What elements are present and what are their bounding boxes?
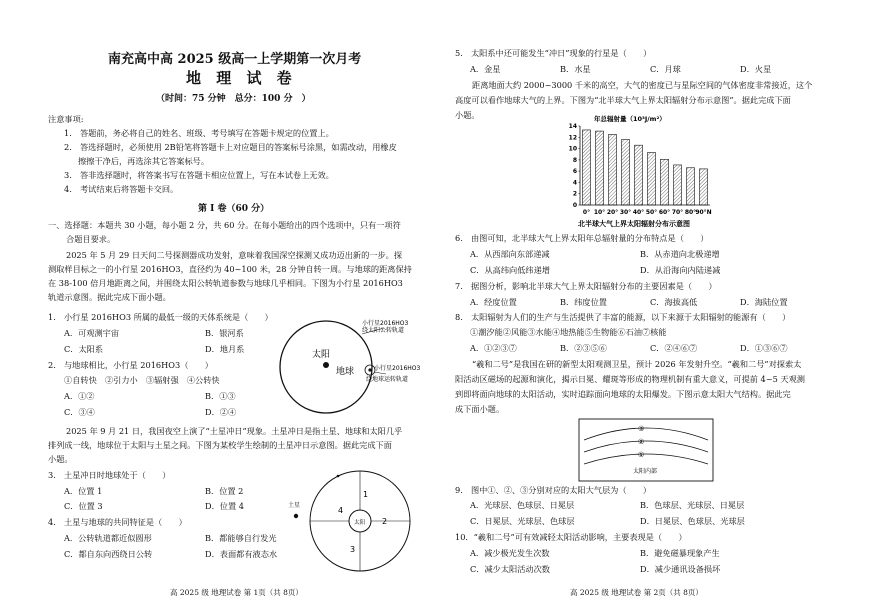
- sun-dot: [323, 362, 329, 368]
- part1-instr-cont: 合题目要求。: [66, 234, 116, 244]
- q10-option-a[interactable]: A．减少极光发生次数: [470, 548, 550, 558]
- q1-option-a[interactable]: A．可观测宇宙: [64, 328, 120, 338]
- q8-option-a[interactable]: A．①②③⑦: [470, 343, 517, 353]
- q8-option-d[interactable]: D．①③⑥⑦: [740, 343, 788, 353]
- passage1-line-2: 测取样目标之一的小行星 2016HO3，直径约为 40~100 米，28 分钟自转一周。与地球的距离保持: [48, 264, 412, 274]
- passage4-line-4: 成下面小题。: [455, 404, 505, 414]
- q6-option-d[interactable]: D．从沿海向内陆递减: [640, 265, 721, 275]
- orbit-note-bot-1: 小行星2016HO3: [374, 365, 421, 372]
- passage4-line-3: 到即将面向地球的太阳活动，实时追踪面向地球的太阳爆发。下图示意太阳大气结构。据此完: [455, 389, 791, 399]
- q9-option-d[interactable]: D．日冕层、色球层、光球层: [640, 516, 745, 526]
- q7-option-a[interactable]: A．经度位置: [470, 297, 517, 307]
- passage3-line-2: 高度可以看作地球大气的上界。下图为“北半球大气上界太阳辐射分布示意图”。据此完成下面: [455, 95, 791, 105]
- note-item-1: 1. 答题前，务必将自己的姓名、班级、考号填写在答题卡规定的位置上。: [64, 128, 334, 138]
- bar-3: [621, 140, 629, 205]
- earth-dot-top: [337, 475, 340, 478]
- q9-stem: 9. 图中①、②、③分别对应的太阳大气层为（ ）: [455, 485, 652, 495]
- position-3-label: 3: [350, 545, 356, 554]
- q6-option-a[interactable]: A．从西部向东部递减: [470, 249, 550, 259]
- y-tick-label-6: 12: [568, 134, 577, 142]
- layer-label-3: ③: [638, 425, 645, 433]
- sun-label: 太阳: [312, 350, 331, 360]
- y-tick-label-3: 6: [572, 168, 577, 176]
- q4-stem: 4. 土星与地球的共同特征是（ ）: [48, 517, 187, 527]
- y-tick-label-2: 4: [572, 179, 577, 187]
- sun-label-2: 太阳: [354, 520, 366, 526]
- q9-option-c[interactable]: C．日冕层、光球层、色球层: [470, 516, 575, 526]
- q5-stem: 5. 太阳系中还可能发生“冲日”现象的行星是（ ）: [455, 48, 652, 58]
- passage1-line-3: 在 38-100 倍月地距离之间，并围绕太阳公转轨道参数与地球几乎相同。下图为小行星 2016HO3: [48, 278, 403, 288]
- q1-option-d[interactable]: D．地月系: [205, 344, 245, 354]
- q5-option-d[interactable]: D．火星: [740, 64, 772, 74]
- x-tick-label-4: 40°: [632, 209, 645, 216]
- exam-subject: 地 理 试 卷: [186, 69, 297, 87]
- q2-option-d[interactable]: D．②④: [205, 407, 237, 417]
- footer-left: 高 2025 级 地理试卷 第 1页（共 8页）: [170, 588, 303, 597]
- passage4-line-2: 阳活动区磁场的起源和演化，揭示日冕、耀斑等形成的物理机制有重大意义，可提前 4~5 天观测: [455, 374, 805, 384]
- q1-stem: 1. 小行星 2016HO3 所属的最低一级的天体系统是（ ）: [48, 312, 273, 322]
- q4-option-a[interactable]: A．公转轨道都近似圆形: [64, 533, 152, 543]
- q9-option-a[interactable]: A．光球层、色球层、日冕层: [470, 500, 575, 510]
- y-tick-label-1: 2: [572, 190, 577, 198]
- y-tick-label-0: 0: [572, 202, 577, 209]
- bar-9: [699, 169, 707, 205]
- sun-interior-label: 太阳内部: [633, 468, 658, 475]
- q4-option-c[interactable]: C．都自东向西绕日公转: [64, 549, 153, 559]
- position-4-label: 4: [338, 506, 344, 515]
- orbit-note-top-2: 绕太阳公转轨道: [362, 327, 405, 334]
- saturn-dot: [294, 514, 298, 518]
- q2-statements: ①自转快 ②引力小 ③辐射强 ④公转快: [64, 375, 220, 385]
- q2-option-c[interactable]: C．③④: [64, 407, 95, 417]
- bar-7: [673, 165, 681, 205]
- q8-option-c[interactable]: C．②④⑥⑦: [650, 343, 698, 353]
- earth-dot: [368, 368, 371, 371]
- q10-stem: 10．“羲和二号”可有效减轻太阳活动影响，主要表现是（ ）: [455, 532, 687, 542]
- q2-stem: 2. 与地球相比，小行星 2016HO3（ ）: [48, 360, 213, 370]
- passage1-line-1: 2025 年 5 月 29 日天问二号探测器成功发射，意味着我国深空探测又成功迈出新的一步。探: [66, 250, 403, 260]
- passage2-line-3: 小题。: [48, 454, 73, 464]
- x-tick-label-7: 70°: [671, 209, 684, 216]
- bar-1: [595, 131, 603, 205]
- orbit-note-bot-2: 绕地球运转轨道: [366, 376, 409, 383]
- q10-option-c[interactable]: C．减少太阳活动次数: [470, 564, 550, 574]
- bar-8: [686, 168, 694, 205]
- q5-option-b[interactable]: B．水星: [560, 64, 591, 74]
- q6-stem: 6. 由图可知，北半球大气上界太阳年总辐射量的分布特点是（ ）: [455, 233, 709, 243]
- sun-atmosphere-diagram: [578, 418, 714, 482]
- notes-heading: 注意事项:: [48, 114, 84, 124]
- note-item-2: 2. 答选择题时，必须使用 2B铅笔将答题卡上对应题目的答案标号涂黑，如需改动，用橡皮: [64, 142, 397, 152]
- q8-statements: ①潮汐能②风能③水能④地热能⑤生物能⑥石油⑦核能: [470, 327, 667, 337]
- orbit-note-top-1: 小行星2016HO3: [362, 320, 409, 327]
- y-tick-label-5: 10: [568, 145, 577, 153]
- q2-option-b[interactable]: B．①③: [205, 391, 236, 401]
- q7-stem: 7. 据图分析，影响北半球大气上界太阳辐射分布的主要因素是（ ）: [455, 281, 717, 291]
- q3-stem: 3. 土星冲日时地球处于（ ）: [48, 470, 171, 480]
- bar-6: [660, 159, 668, 205]
- q3-option-d[interactable]: D．位置 4: [205, 501, 244, 511]
- x-tick-label-1: 10°: [593, 209, 606, 216]
- part1-instr: 一、选择题：本题共 30 小题，每小题 2 分，共 60 分。在每小题给出的四个选项中，只有一项符: [48, 220, 401, 230]
- x-tick-label-9: 90°N: [695, 209, 712, 216]
- q8-stem: 8. 太阳辐射为人们的生产与生活提供了丰富的能源，以下来源于太阳辐射的能源有（ ）: [455, 312, 791, 322]
- q9-option-b[interactable]: B．色球层、光球层、日冕层: [640, 500, 745, 510]
- q7-option-c[interactable]: C．海拔高低: [650, 297, 698, 307]
- q3-option-c[interactable]: C．位置 3: [64, 501, 103, 511]
- bar-5: [647, 153, 655, 205]
- position-1-label: 1: [363, 490, 369, 499]
- y-tick-label-4: 8: [572, 156, 577, 164]
- bar-2: [608, 134, 616, 205]
- x-tick-label-2: 20°: [606, 209, 619, 216]
- q4-option-d[interactable]: D．表面都有液态水: [205, 549, 278, 559]
- q4-option-b[interactable]: B．都能够自行发光: [205, 533, 277, 543]
- saturn-label: 土星: [288, 502, 301, 509]
- q6-option-b[interactable]: B．从赤道向北极递增: [640, 249, 720, 259]
- note-item-4: 4. 考试结束后将答题卡交回。: [64, 184, 179, 194]
- saturn-opposition-diagram: [278, 466, 428, 576]
- position-2-label: 2: [382, 517, 388, 526]
- layer-label-1: ①: [638, 451, 645, 459]
- note-item-3: 3. 答非选择题时，将答案书写在答题卡相应位置上，写在本试卷上无效。: [64, 170, 334, 180]
- q6-option-c[interactable]: C．从高纬向低纬递增: [470, 265, 550, 275]
- part1-heading: 第 I 卷（60 分）: [198, 204, 270, 214]
- bar-0: [582, 130, 590, 205]
- note-item-2-cont: 擦擦干净后，再选涂其它答案标号。: [78, 156, 210, 166]
- passage3-line-1: 距离地面大约 2000~3000 千米的高空，大气的密度已与星际空间的气体密度非常接近，这个: [472, 80, 813, 90]
- passage3-line-3: 小题。: [455, 110, 480, 120]
- x-tick-label-5: 50°: [645, 209, 658, 216]
- q7-option-d[interactable]: D．海陆位置: [740, 297, 788, 307]
- q1-option-b[interactable]: B．银河系: [205, 328, 244, 338]
- passage2-line-2: 排列成一线，地球位于太阳与土星之间。下图为某校学生绘制的土星冲日示意图。据此完成下面: [48, 440, 392, 450]
- q2-option-a[interactable]: A．①②: [64, 391, 95, 401]
- q10-option-d[interactable]: D．减少通讯设备损坏: [640, 564, 721, 574]
- asteroid-orbit-diagram: [270, 312, 430, 422]
- bar-4: [634, 145, 642, 205]
- solar-radiation-bar-chart: [560, 112, 730, 230]
- q10-option-b[interactable]: B．避免磁暴现象产生: [640, 548, 720, 558]
- passage4-line-1: “羲和二号”是我国在研的新型太阳观测卫星，预计 2026 年发射升空。“羲和二号”对探索太: [472, 359, 802, 369]
- x-tick-label-6: 60°: [658, 209, 671, 216]
- footer-right: 高 2025 级 地理试卷 第 2页（共 8页）: [570, 588, 703, 597]
- exam-title: 南充高中高 2025 级高一上学期第一次月考: [108, 52, 362, 67]
- layer-label-2: ②: [638, 438, 645, 446]
- y-tick-label-7: 14: [568, 123, 577, 130]
- chart-ylabel: 年总辐射量（10³J/m²）: [594, 115, 666, 123]
- q1-option-c[interactable]: C．太阳系: [64, 344, 104, 354]
- q8-option-b[interactable]: B．②③⑤⑥: [560, 343, 607, 353]
- chart-title: 北半球大气上界太阳辐射分布示意图: [578, 220, 690, 228]
- q7-option-b[interactable]: B．纬度位置: [560, 297, 607, 307]
- passage2-line-1: 2025 年 9 月 21 日，我国夜空上演了“土星冲日”现象。土星冲日是指土星、地球和太阳几乎: [66, 426, 403, 436]
- exam-time-info: （时间：75 分钟 总分：100 分 ）: [156, 94, 311, 104]
- q3-option-b[interactable]: B．位置 2: [205, 486, 244, 496]
- earth-label: 地球: [336, 367, 355, 377]
- q5-option-a[interactable]: A．金星: [470, 64, 501, 74]
- q3-option-a[interactable]: A．位置 1: [64, 486, 103, 496]
- x-tick-label-3: 30°: [619, 209, 632, 216]
- q5-option-c[interactable]: C．月球: [650, 64, 681, 74]
- x-tick-label-8: 80°: [684, 209, 697, 216]
- x-tick-label-0: 0°: [582, 209, 591, 216]
- passage1-line-4: 轨道示意图。据此完成下面小题。: [48, 292, 171, 302]
